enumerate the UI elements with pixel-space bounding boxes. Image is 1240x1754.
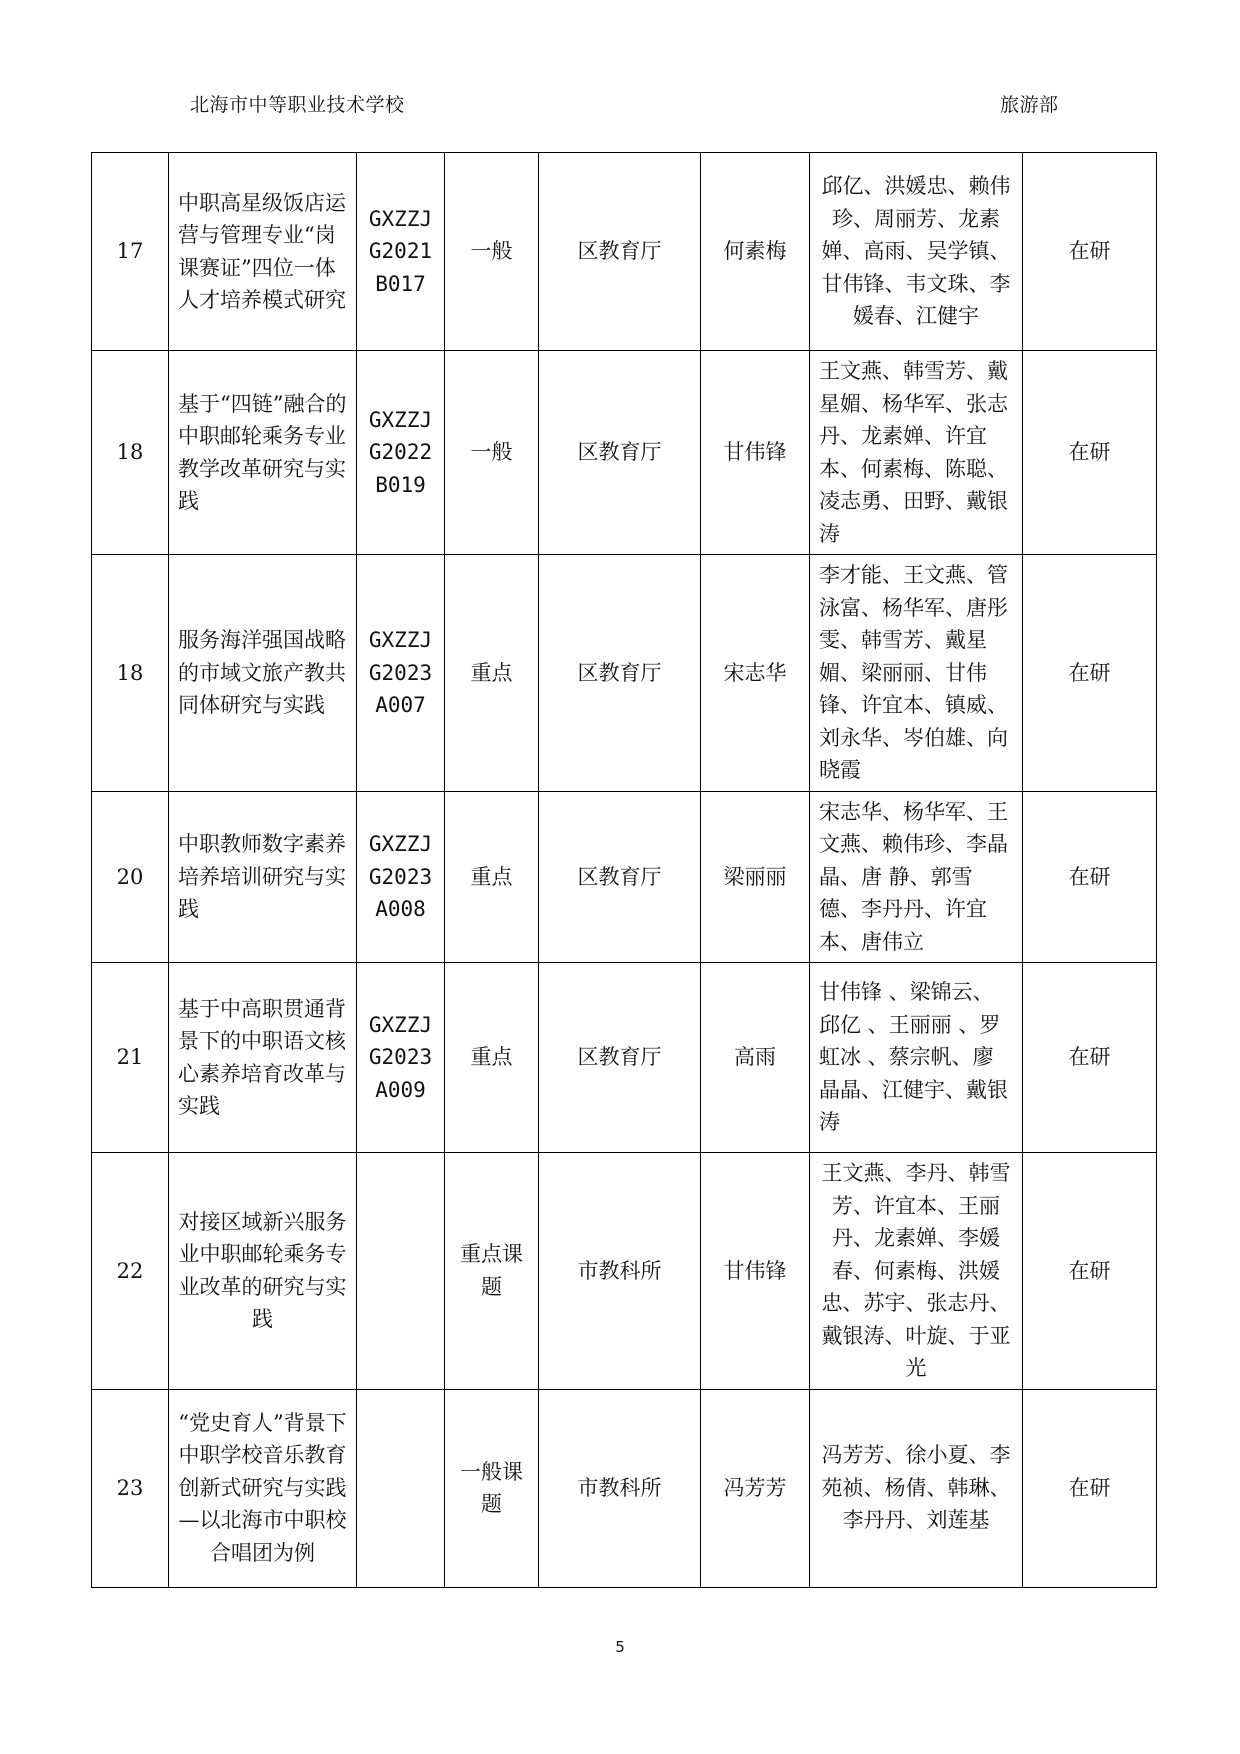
project-code: GXZZJG2022B019 <box>357 351 445 555</box>
table-row <box>92 791 1157 963</box>
project-leader: 何素梅 <box>701 153 810 351</box>
project-code: GXZZJG2023A008 <box>357 791 445 963</box>
project-leader: 甘伟锋 <box>701 351 810 555</box>
row-number: 22 <box>92 1153 169 1390</box>
project-status: 在研 <box>1023 963 1157 1153</box>
project-status: 在研 <box>1023 153 1157 351</box>
page-number: 5 <box>615 1638 625 1656</box>
project-status: 在研 <box>1023 791 1157 963</box>
project-level: 一般 <box>445 351 539 555</box>
project-code <box>357 1153 445 1390</box>
project-members: 王文燕、韩雪芳、戴星媚、杨华军、张志丹、龙素婵、许宜本、何素梅、陈聪、凌志勇、田野、戴银涛 <box>810 351 1023 555</box>
table-row <box>92 1389 1157 1587</box>
table-row <box>92 555 1157 792</box>
project-title: 中职教师数字素养培养培训研究与实践 <box>169 791 357 963</box>
approving-department: 区教育厅 <box>539 555 701 792</box>
project-level: 重点 <box>445 791 539 963</box>
project-status: 在研 <box>1023 555 1157 792</box>
project-title: 服务海洋强国战略的市域文旅产教共同体研究与实践 <box>169 555 357 792</box>
approving-department: 区教育厅 <box>539 153 701 351</box>
project-status: 在研 <box>1023 351 1157 555</box>
approving-department: 区教育厅 <box>539 791 701 963</box>
project-title: 对接区域新兴服务业中职邮轮乘务专业改革的研究与实践 <box>169 1153 357 1390</box>
project-members: 邱亿、洪媛忠、赖伟珍、周丽芳、龙素婵、高雨、吴学镇、甘伟锋、韦文珠、李媛春、江健宇 <box>810 153 1023 351</box>
project-members: 冯芳芳、徐小夏、李苑祯、杨倩、韩琳、李丹丹、刘莲基 <box>810 1389 1023 1587</box>
project-level: 重点 <box>445 555 539 792</box>
project-members: 宋志华、杨华军、王文燕、赖伟珍、李晶晶、唐 静、郭雪德、李丹丹、许宜本、唐伟立 <box>810 791 1023 963</box>
project-level: 一般课题 <box>445 1389 539 1587</box>
row-number: 18 <box>92 555 169 792</box>
row-number: 17 <box>92 153 169 351</box>
table-row <box>92 153 1157 351</box>
table-row <box>92 351 1157 555</box>
project-members: 甘伟锋 、梁锦云、邱亿 、王丽丽 、罗虹冰 、蔡宗帆、廖晶晶、江健宇、戴银涛 <box>810 963 1023 1153</box>
project-title: 基于中高职贯通背景下的中职语文核心素养培育改革与实践 <box>169 963 357 1153</box>
row-number: 18 <box>92 351 169 555</box>
table-row <box>92 1153 1157 1390</box>
project-level: 重点 <box>445 963 539 1153</box>
project-title: 基于“四链”融合的中职邮轮乘务专业教学改革研究与实践 <box>169 351 357 555</box>
header-school: 北海市中等职业技术学校 <box>190 94 405 116</box>
project-level: 重点课题 <box>445 1153 539 1390</box>
project-level: 一般 <box>445 153 539 351</box>
project-title: 中职高星级饭店运营与管理专业“岗课赛证”四位一体人才培养模式研究 <box>169 153 357 351</box>
approving-department: 区教育厅 <box>539 351 701 555</box>
project-leader: 梁丽丽 <box>701 791 810 963</box>
project-members: 李才能、王文燕、管泳富、杨华军、唐彤雯、韩雪芳、戴星媚、梁丽丽、甘伟锋、许宜本、镇威、刘永华、岑伯雄、向晓霞 <box>810 555 1023 792</box>
project-title: “党史育人”背景下中职学校音乐教育创新式研究与实践—以北海市中职校合唱团为例 <box>169 1389 357 1587</box>
row-number: 23 <box>92 1389 169 1587</box>
row-number: 20 <box>92 791 169 963</box>
row-number: 21 <box>92 963 169 1153</box>
table-row <box>92 963 1157 1153</box>
project-leader: 甘伟锋 <box>701 1153 810 1390</box>
project-code: GXZZJG2021B017 <box>357 153 445 351</box>
project-members: 王文燕、李丹、韩雪芳、许宜本、王丽丹、龙素婵、李媛春、何素梅、洪媛忠、苏宇、张志丹、戴银涛、叶旋、于亚光 <box>810 1153 1023 1390</box>
project-code: GXZZJG2023A007 <box>357 555 445 792</box>
header-department: 旅游部 <box>1000 94 1059 116</box>
project-leader: 高雨 <box>701 963 810 1153</box>
project-code <box>357 1389 445 1587</box>
approving-department: 市教科所 <box>539 1389 701 1587</box>
approving-department: 市教科所 <box>539 1153 701 1390</box>
project-table <box>91 152 1157 1588</box>
project-leader: 宋志华 <box>701 555 810 792</box>
project-status: 在研 <box>1023 1389 1157 1587</box>
approving-department: 区教育厅 <box>539 963 701 1153</box>
project-code: GXZZJG2023A009 <box>357 963 445 1153</box>
project-leader: 冯芳芳 <box>701 1389 810 1587</box>
project-status: 在研 <box>1023 1153 1157 1390</box>
